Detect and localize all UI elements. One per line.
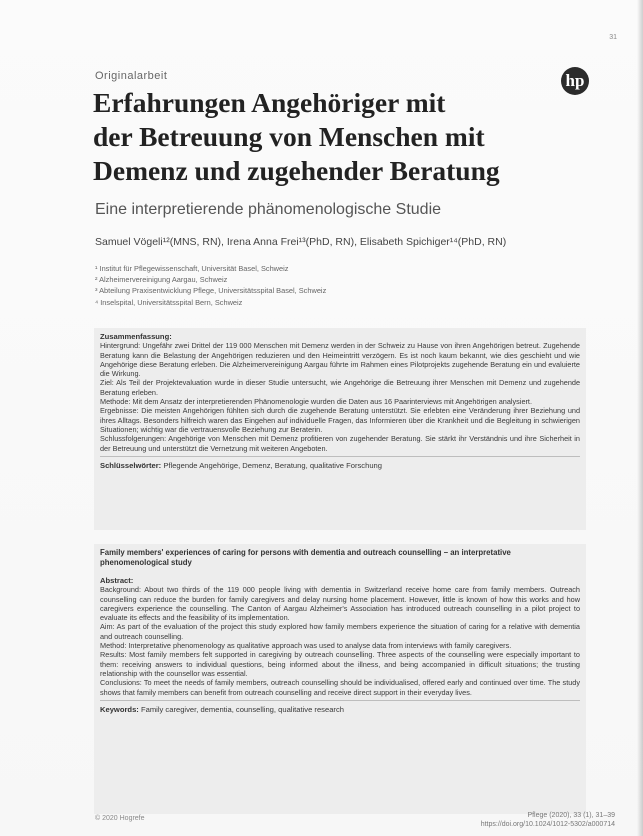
keywords-label: Keywords:	[100, 704, 139, 714]
english-results: Results: Most family members felt supported in caregiving by outreach counselling. Three aspects of the counselling were especially important to them: receiving answers to individual questions, being informed about the illness, and being accompanied in difficult situations; the trusting relationship with the counsellor was essential.	[100, 650, 580, 678]
divider	[100, 700, 580, 701]
keywords-text: Family caregiver, dementia, counselling, qualitative research	[140, 704, 344, 714]
article-type: Originalarbeit	[95, 70, 168, 82]
citation-footer	[481, 811, 615, 829]
title-line-1: Erfahrungen Angehöriger mit	[93, 87, 446, 118]
english-aim: Aim: As part of the evaluation of the project this study explored how family members experience the situation of caring for a relative with dementia and outreach counselling.	[100, 622, 580, 641]
abstract-conclusions: Schlussfolgerungen: Angehörige von Menschen mit Demenz profitieren von zugehender Beratung. Sie stärkt ihr Verständnis und ihre Sicherheit in der Betreuung und unterstützt die Vernetzung mit weiteren Angeboten.	[100, 434, 580, 453]
affiliation-4: ⁴ Inselspital, Universitätsspital Bern, Schweiz	[95, 297, 243, 307]
abstract-results: Ergebnisse: Die meisten Angehörigen fühlten sich durch die zugehende Beratung unterstützt. Sie erlebten eine Veränderung ihrer Beziehung und ihres Alltags. Besonders hilfreich waren das Eingehen auf individuelle Fragen, das Informieren über die Krankheit und die Begleitung in schwierigen Situationen; wichtig war die vertrauensvolle Beziehung zur Beraterin.	[100, 406, 580, 434]
article-title	[93, 86, 563, 188]
affiliations	[95, 263, 326, 308]
german-abstract-heading: Zusammenfassung:	[100, 332, 172, 341]
journal-citation: Pflege (2020), 33 (1), 31–39	[527, 812, 615, 819]
abstract-aim: Ziel: Als Teil der Projektevaluation wurde in dieser Studie untersucht, wie Angehörige die Betreuung ihrer Menschen mit Demenz und zugehende Beratung erleben.	[100, 378, 580, 397]
abstract-method: Methode: Mit dem Ansatz der interpretierenden Phänomenologie wurden die Daten aus 16 Paarinterviews mit Angehörigen analysiert.	[100, 397, 532, 407]
divider	[100, 456, 580, 457]
affiliation-3: ³ Abteilung Praxisentwicklung Pflege, Universitätsspital Basel, Schweiz	[95, 286, 327, 296]
abstract-background: Hintergrund: Ungefähr zwei Drittel der 119 000 Menschen mit Demenz werden in der Schweiz zu Hause von ihren Angehörigen betreut. Zugehende Beratung kann die Belastung der Angehörigen reduzieren und den Heimeintritt verzögern. Es ist noch kaum bekannt, wie dies geschieht und wie Angehörige diese Beratung erleben. Die Alzheimervereinigung Aargau führte im Rahmen eines Pilotprojekts zugehende Beratung ein und evaluierte die Wirkung.	[100, 341, 580, 379]
author-list: Samuel Vögeli¹²(MNS, RN), Irena Anna Frei¹³(PhD, RN), Elisabeth Spichiger¹⁴(PhD, RN)	[95, 236, 507, 248]
keywords-text: Pflegende Angehörige, Demenz, Beratung, qualitative Forschung	[163, 460, 383, 470]
affiliation-2: ² Alzheimervereinigung Aargau, Schweiz	[95, 275, 228, 285]
doi-link[interactable]: https://doi.org/10.1024/1012-5302/a000714	[480, 821, 615, 828]
publisher-logo: hp	[561, 67, 589, 95]
english-method: Method: Interpretative phenomenology as qualitative approach was used to analyse data from interviews with family caregivers.	[100, 641, 512, 651]
copyright-footer: © 2020 Hogrefe	[95, 815, 145, 822]
title-line-3: Demenz und zugehender Beratung	[93, 155, 500, 186]
page-number: 31	[609, 34, 617, 41]
article-subtitle: Eine interpretierende phänomenologische Studie	[95, 201, 442, 218]
english-abstract-heading: Abstract:	[100, 576, 134, 585]
english-background: Background: About two thirds of the 119 000 people living with dementia in Switzerland receive home care from family members. Outreach counselling can reduce the burden for family caregivers and delay nursing home placement. However, little is known of how this works and how caregivers experience the counselling. The Canton of Aargau Alzheimer's Association has introduced outreach counselling in a pilot project to evaluate its effects and the feasibility of its implementation.	[100, 585, 580, 623]
german-abstract-box	[94, 328, 586, 530]
english-title: Family members' experiences of caring for persons with dementia and outreach counselling – an interpretative phenomenological study	[100, 548, 511, 567]
english-keywords	[100, 705, 580, 714]
affiliation-1: ¹ Institut für Pflegewissenschaft, Universität Basel, Schweiz	[95, 264, 289, 273]
keywords-label: Schlüsselwörter:	[100, 460, 162, 470]
english-abstract-box	[94, 544, 586, 814]
title-line-2: der Betreuung von Menschen mit	[93, 121, 485, 152]
english-conclusions: Conclusions: To meet the needs of family members, outreach counselling should be individualised, offered early and continued over time. The study shows that family members can benefit from outreach counselling and receive direct support in their everyday lives.	[100, 678, 580, 697]
german-keywords	[100, 461, 580, 470]
